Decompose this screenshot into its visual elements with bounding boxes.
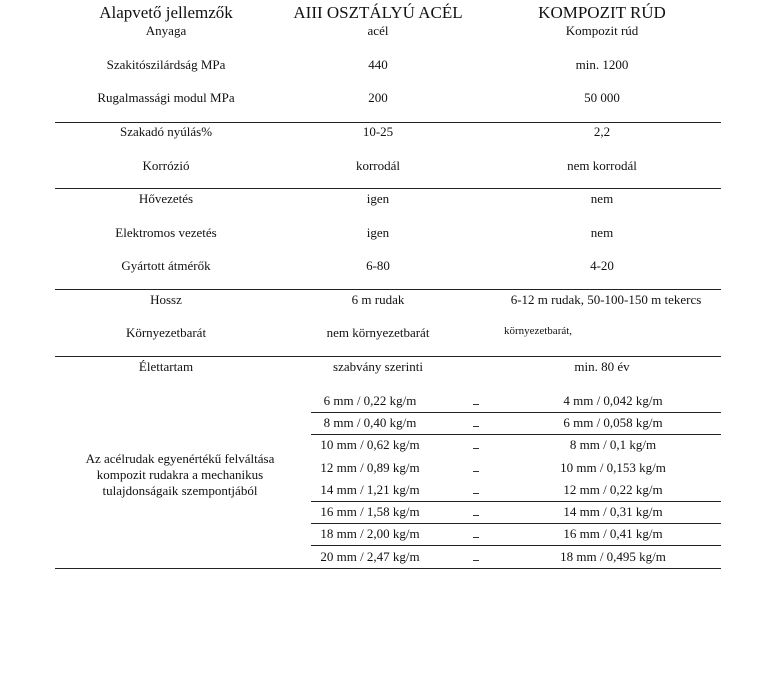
row-label: Környezetbarát	[125, 325, 207, 340]
steel-value: igen	[366, 225, 390, 240]
steel-value: 6-80	[366, 258, 390, 273]
row-divider	[55, 122, 721, 123]
header-characteristics: Alapvető jellemzők	[99, 3, 233, 22]
dash-separator	[473, 404, 479, 405]
row-label: Korrózió	[142, 158, 190, 173]
steel-size: 8 mm / 0,40 kg/m	[323, 415, 417, 430]
steel-size: 18 mm / 2,00 kg/m	[320, 526, 420, 541]
row-divider	[55, 356, 721, 357]
composite-size: 18 mm / 0,495 kg/m	[560, 549, 666, 564]
steel-value: igen	[366, 191, 390, 206]
row-label: Gyártott átmérők	[121, 258, 211, 273]
steel-size: 12 mm / 0,89 kg/m	[320, 460, 420, 475]
row-divider	[311, 434, 721, 435]
steel-size: 16 mm / 1,58 kg/m	[320, 504, 420, 519]
dash-separator	[473, 471, 479, 472]
steel-value: szabvány szerinti	[333, 359, 423, 374]
composite-value: nem	[590, 225, 614, 240]
composite-size: 12 mm / 0,22 kg/m	[563, 482, 663, 497]
steel-size: 6 mm / 0,22 kg/m	[323, 393, 417, 408]
row-label: Anyaga	[145, 23, 187, 38]
composite-value: nem	[590, 191, 614, 206]
composite-size: 4 mm / 0,042 kg/m	[563, 393, 663, 408]
composite-size: 10 mm / 0,153 kg/m	[560, 460, 666, 475]
composite-value: min. 80 év	[574, 359, 630, 374]
row-divider	[311, 523, 721, 524]
dash-separator	[473, 426, 479, 427]
equivalence-label: Az acélrudak egyenértékű felváltása kompozit rudakra a mechanikus tulajdonságaik szempontjából	[85, 451, 275, 498]
row-label: Hossz	[150, 292, 182, 307]
row-divider	[55, 188, 721, 189]
composite-value: min. 1200	[575, 57, 629, 72]
steel-value: acél	[367, 23, 389, 38]
row-label: Szakitószilárdság MPa	[106, 57, 226, 72]
composite-size: 14 mm / 0,31 kg/m	[563, 504, 663, 519]
steel-size: 14 mm / 1,21 kg/m	[320, 482, 420, 497]
steel-value: 440	[368, 57, 388, 72]
dash-separator	[473, 448, 479, 449]
composite-size: 16 mm / 0,41 kg/m	[563, 526, 663, 541]
row-divider	[311, 501, 721, 502]
header-steel: AIII OSZTÁLYÚ ACÉL	[293, 3, 463, 22]
composite-value: 4-20	[590, 258, 614, 273]
steel-value: 10-25	[362, 124, 394, 139]
composite-value: 2,2	[593, 124, 611, 139]
dash-separator	[473, 560, 479, 561]
composite-size: 6 mm / 0,058 kg/m	[563, 415, 663, 430]
row-label: Elektromos vezetés	[115, 225, 217, 240]
header-composite: KOMPOZIT RÚD	[538, 3, 666, 22]
dash-separator	[473, 493, 479, 494]
composite-value: környezetbarát,	[503, 325, 573, 337]
steel-value: 200	[368, 90, 388, 105]
dash-separator	[473, 515, 479, 516]
steel-value: korrodál	[355, 158, 401, 173]
row-divider	[55, 289, 721, 290]
steel-size: 20 mm / 2,47 kg/m	[320, 549, 420, 564]
row-divider	[311, 545, 721, 546]
table-bottom-border	[55, 568, 721, 569]
row-label: Szakadó nyúlás%	[119, 124, 213, 139]
composite-value: Kompozit rúd	[565, 23, 639, 38]
steel-value: nem környezetbarát	[326, 325, 430, 340]
composite-value: 50 000	[584, 90, 620, 105]
row-label: Élettartam	[138, 359, 194, 374]
composite-value: 6-12 m rudak, 50-100-150 m tekercs	[510, 292, 702, 307]
row-divider	[311, 412, 721, 413]
steel-value: 6 m rudak	[351, 292, 405, 307]
composite-value: nem korrodál	[567, 158, 637, 173]
composite-size: 8 mm / 0,1 kg/m	[569, 437, 657, 452]
row-label: Rugalmassági modul MPa	[97, 90, 235, 105]
steel-size: 10 mm / 0,62 kg/m	[320, 437, 420, 452]
row-label: Hővezetés	[138, 191, 194, 206]
dash-separator	[473, 537, 479, 538]
